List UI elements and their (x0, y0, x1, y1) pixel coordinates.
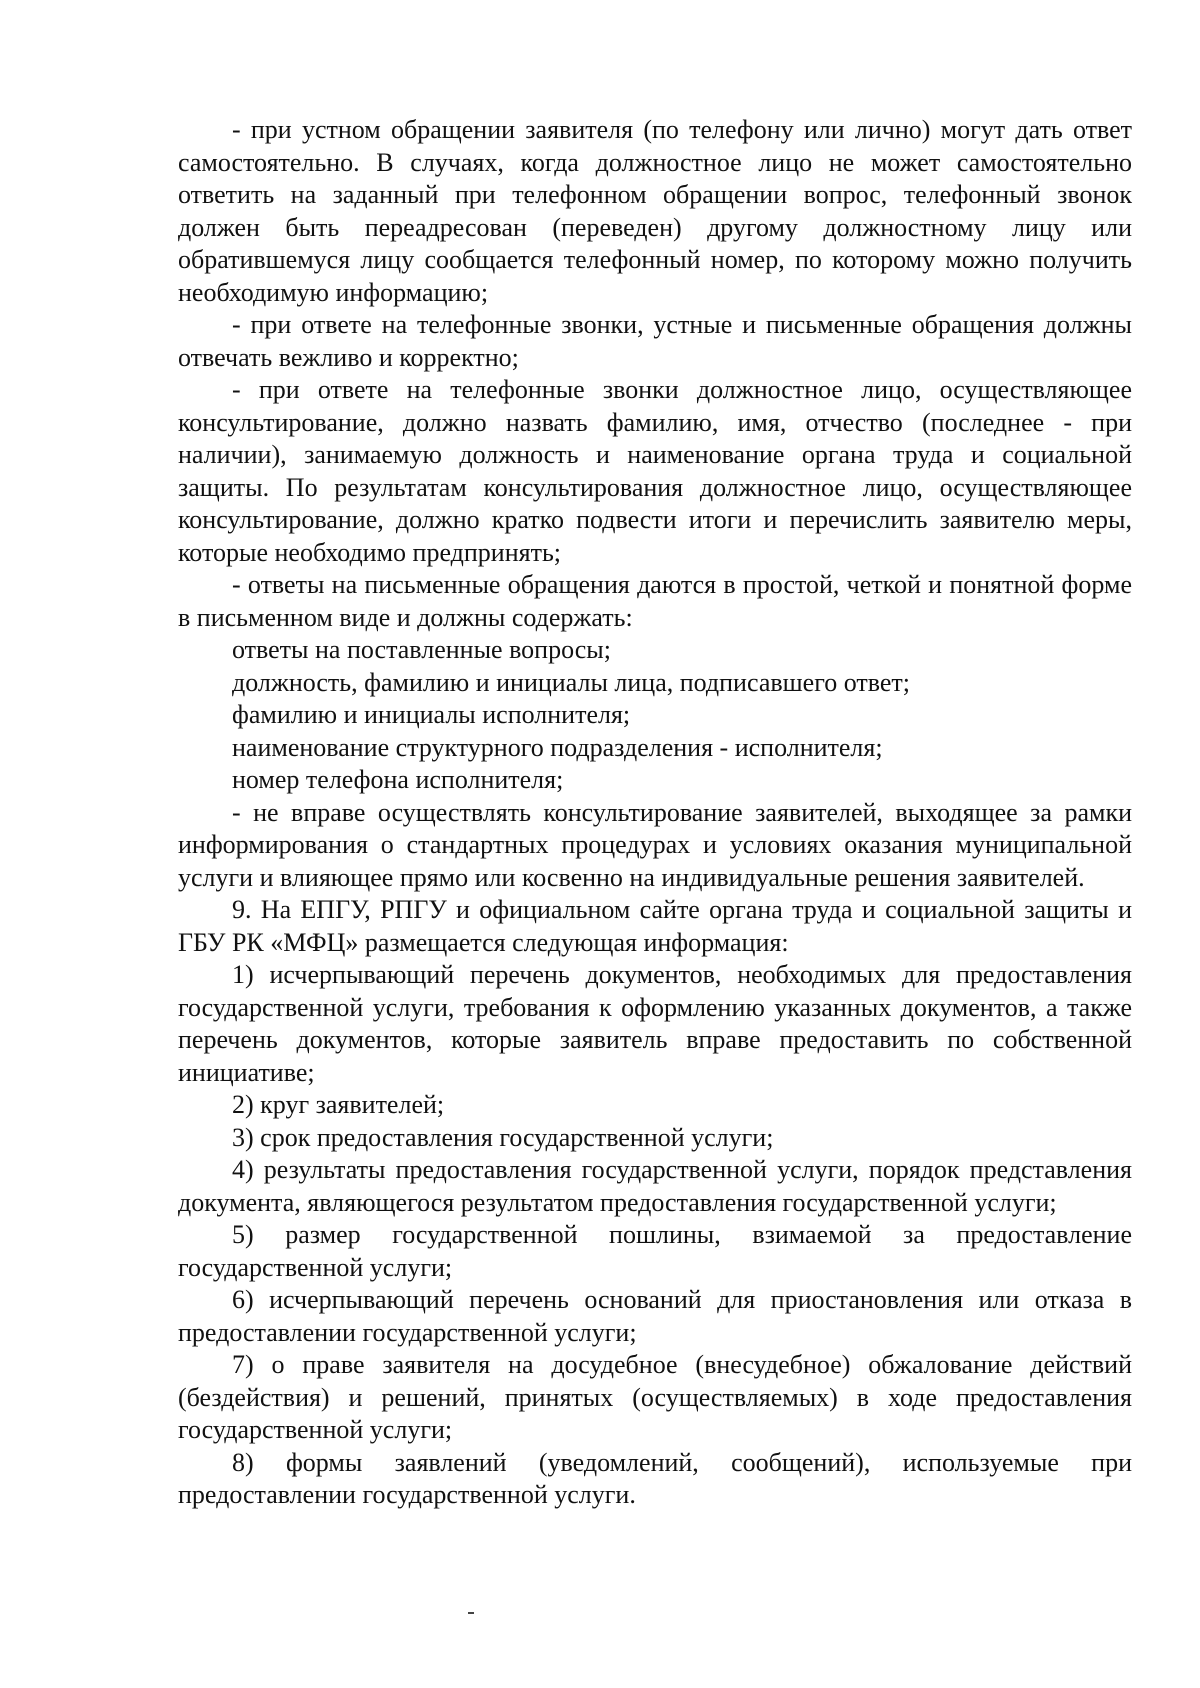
list-item-executor-name: фамилию и инициалы исполнителя; (232, 700, 631, 729)
paragraph-section-9: 9. На ЕПГУ, РПГУ и официальном сайте органа труда и социальной защиты и ГБУ РК «МФЦ» размещается следующая информация: (178, 895, 1132, 957)
numbered-item-3: 3) срок предоставления государственной услуги; (232, 1122, 774, 1152)
numbered-item-8: 8) формы заявлений (уведомлений, сообщений), используемые при предоставлении государственной услуги. (178, 1447, 1132, 1509)
list-item-division: наименование структурного подразделения - исполнителя; (232, 732, 883, 762)
numbered-item-2: 2) круг заявителей; (232, 1090, 445, 1119)
list-item-position: должность, фамилию и инициалы лица, подписавшего ответ; (232, 667, 910, 697)
numbered-item-1: 1) исчерпывающий перечень документов, необходимых для предоставления государственной услуги, требования к оформлению указанных документов, а также перечень документов, которые заявитель вправе предоставить по собственной инициативе; (178, 960, 1132, 1087)
paragraph-restriction: - не вправе осуществлять консультирование заявителей, выходящее за рамки информирования о стандартных процедурах и условиях оказания муниципальной услуги и влияющее прямо или косвенно на индивидуальные решения заявителей. (178, 797, 1132, 892)
numbered-item-4: 4) результаты предоставления государственной услуги, порядок представления документа, являющегося результатом предоставления государственной услуги; (178, 1155, 1132, 1217)
list-item-answers: ответы на поставленные вопросы; (232, 635, 611, 664)
numbered-item-6: 6) исчерпывающий перечень оснований для приостановления или отказа в предоставлении государственной услуги; (178, 1285, 1132, 1347)
document-body (178, 114, 1132, 1512)
numbered-item-7: 7) о праве заявителя на досудебное (внесудебное) обжалование действий (бездействия) и решений, принятых (осуществляемых) в ходе предоставления государственной услуги; (178, 1350, 1132, 1444)
scan-artifact-mark (468, 1612, 474, 1614)
paragraph-phone-consultation: - при ответе на телефонные звонки должностное лицо, осуществляющее консультирование, должно назвать фамилию, имя, отчество (последнее - при наличии), занимаемую должность и наименование органа труда и социальной защиты. По результатам консультирования должностное лицо, осуществляющее консультирование, должно кратко подвести итоги и перечислить заявителю меры, которые необходимо предпринять; (178, 375, 1132, 567)
list-item-phone: номер телефона исполнителя; (232, 765, 564, 794)
paragraph-oral-inquiry: - при устном обращении заявителя (по телефону или лично) могут дать ответ самостоятельно. В случаях, когда должностное лицо не может самостоятельно ответить на заданный при телефонном обращении вопрос, телефонный звонок должен быть переадресован (переведен) другому должностному лицу или обратившемуся лицу сообщается телефонный номер, по которому можно получить необходимую информацию; (178, 115, 1132, 307)
paragraph-politeness: - при ответе на телефонные звонки, устные и письменные обращения должны отвечать вежливо и корректно; (178, 310, 1132, 372)
numbered-item-5: 5) размер государственной пошлины, взимаемой за предоставление государственной услуги; (178, 1220, 1132, 1282)
paragraph-written-answers: - ответы на письменные обращения даются в простой, четкой и понятной форме в письменном виде и должны содержать: (178, 570, 1132, 632)
